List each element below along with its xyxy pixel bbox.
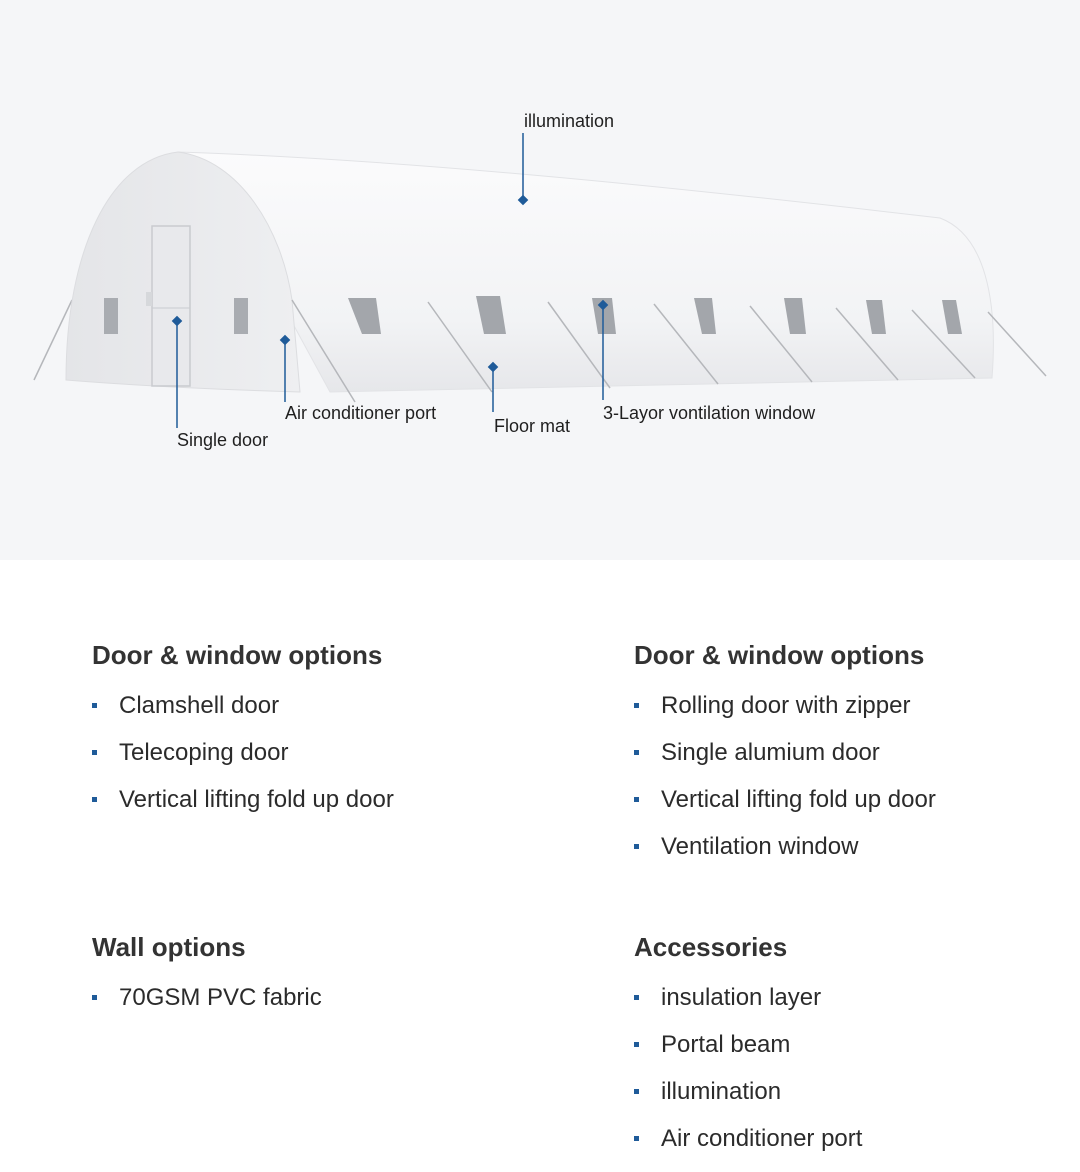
end-window-right	[234, 298, 248, 334]
callout-single-door: Single door	[177, 430, 269, 450]
accessories-list	[634, 984, 862, 1172]
list-item: illumination	[634, 1078, 862, 1125]
door-window-list-right	[634, 692, 936, 880]
list-item: insulation layer	[634, 984, 862, 1031]
bullet-icon	[634, 1042, 639, 1047]
section-title-wall-options: Wall options	[92, 932, 246, 962]
bullet-icon	[634, 844, 639, 849]
bullet-icon	[634, 1136, 639, 1141]
list-item: Ventilation window	[634, 833, 936, 880]
list-item: Portal beam	[634, 1031, 862, 1078]
bullet-icon	[92, 703, 97, 708]
bullet-icon	[92, 750, 97, 755]
end-window-left	[104, 298, 118, 334]
tent-body	[178, 152, 993, 392]
callout-illumination: illumination	[524, 111, 615, 131]
list-item: Telecoping door	[92, 739, 394, 786]
single-door-shape	[152, 226, 190, 386]
callout-ventilation-window: 3-Layor vontilation window	[603, 403, 816, 423]
bullet-icon	[634, 1089, 639, 1094]
callout-air-conditioner-port: Air conditioner port	[285, 403, 437, 423]
list-item: Vertical lifting fold up door	[92, 786, 394, 833]
callout-floor-mat: Floor mat	[494, 416, 571, 436]
bullet-icon	[92, 797, 97, 802]
tent-diagram	[0, 0, 1080, 560]
bullet-icon	[634, 797, 639, 802]
door-window-list-left	[92, 692, 394, 833]
wall-options-list	[92, 984, 322, 1031]
list-item: Air conditioner port	[634, 1125, 862, 1172]
list-item: Vertical lifting fold up door	[634, 786, 936, 833]
section-title-accessories: Accessories	[634, 932, 788, 962]
list-item: Clamshell door	[92, 692, 394, 739]
bullet-icon	[634, 750, 639, 755]
bullet-icon	[634, 703, 639, 708]
section-title-door-window-left: Door & window options	[92, 640, 383, 670]
bullet-icon	[92, 995, 97, 1000]
list-item: Single alumium door	[634, 739, 936, 786]
section-title-door-window-right: Door & window options	[634, 640, 925, 670]
bullet-icon	[634, 995, 639, 1000]
list-item: 70GSM PVC fabric	[92, 984, 322, 1031]
tent-illustration	[0, 0, 1080, 560]
list-item: Rolling door with zipper	[634, 692, 936, 739]
